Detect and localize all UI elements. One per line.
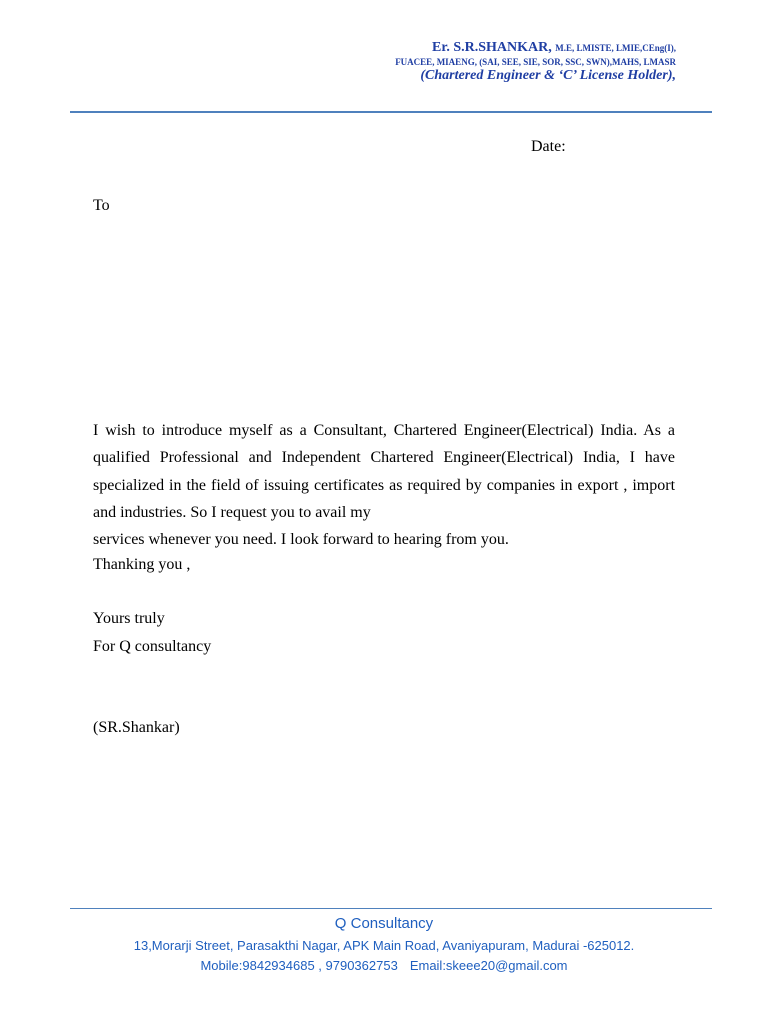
to-label: To bbox=[93, 197, 110, 214]
engineer-role: (Chartered Engineer & ‘C’ License Holder), bbox=[420, 67, 676, 83]
body-line: I wish to introduce myself as a Consultant, Chartered Engineer(Electrical) India. bbox=[93, 422, 638, 439]
letterhead bbox=[395, 40, 676, 84]
footer-divider bbox=[70, 908, 712, 909]
footer-mobile: Mobile:9842934685 , 9790362753 bbox=[200, 958, 398, 973]
engineer-name: Er. S.R.SHANKAR, bbox=[432, 40, 552, 55]
footer-address: 13,Morarji Street, Parasakthi Nagar, APK Main Road, Avaniyapuram, Madurai -625012. bbox=[133, 938, 635, 953]
body-line: As a qualified Professional and Independent Chartered Engineer(Electrical) bbox=[93, 422, 675, 467]
for-company-line: For Q consultancy bbox=[93, 638, 212, 655]
thanking-line: Thanking you , bbox=[93, 556, 191, 573]
body-line: services whenever you need. I look forward to hearing from you. bbox=[93, 531, 509, 549]
qualifications-line-1: M.E, LMISTE, LMIE,CEng(I), bbox=[555, 43, 676, 53]
letter-body bbox=[93, 417, 675, 553]
body-line: companies in export , import and industries. So I request you to avail my bbox=[93, 476, 676, 521]
header-divider bbox=[70, 111, 712, 113]
footer bbox=[0, 914, 768, 976]
footer-contact bbox=[0, 956, 768, 976]
closing-line: Yours truly bbox=[93, 610, 165, 627]
signature-name: (SR.Shankar) bbox=[93, 719, 180, 736]
qualifications-line-2: FUACEE, MIAENG, (SAI, SEE, SIE, SOR, SSC, SWN),MAHS, LMASR bbox=[395, 56, 676, 67]
date-label: Date: bbox=[531, 138, 566, 155]
footer-email: Email:skeee20@gmail.com bbox=[409, 958, 568, 973]
footer-company-name: Q Consultancy bbox=[334, 915, 434, 932]
body-line: India, I have specialized in the field of issuing certificates as required by bbox=[93, 449, 676, 494]
letterhead-name-line bbox=[395, 40, 676, 57]
